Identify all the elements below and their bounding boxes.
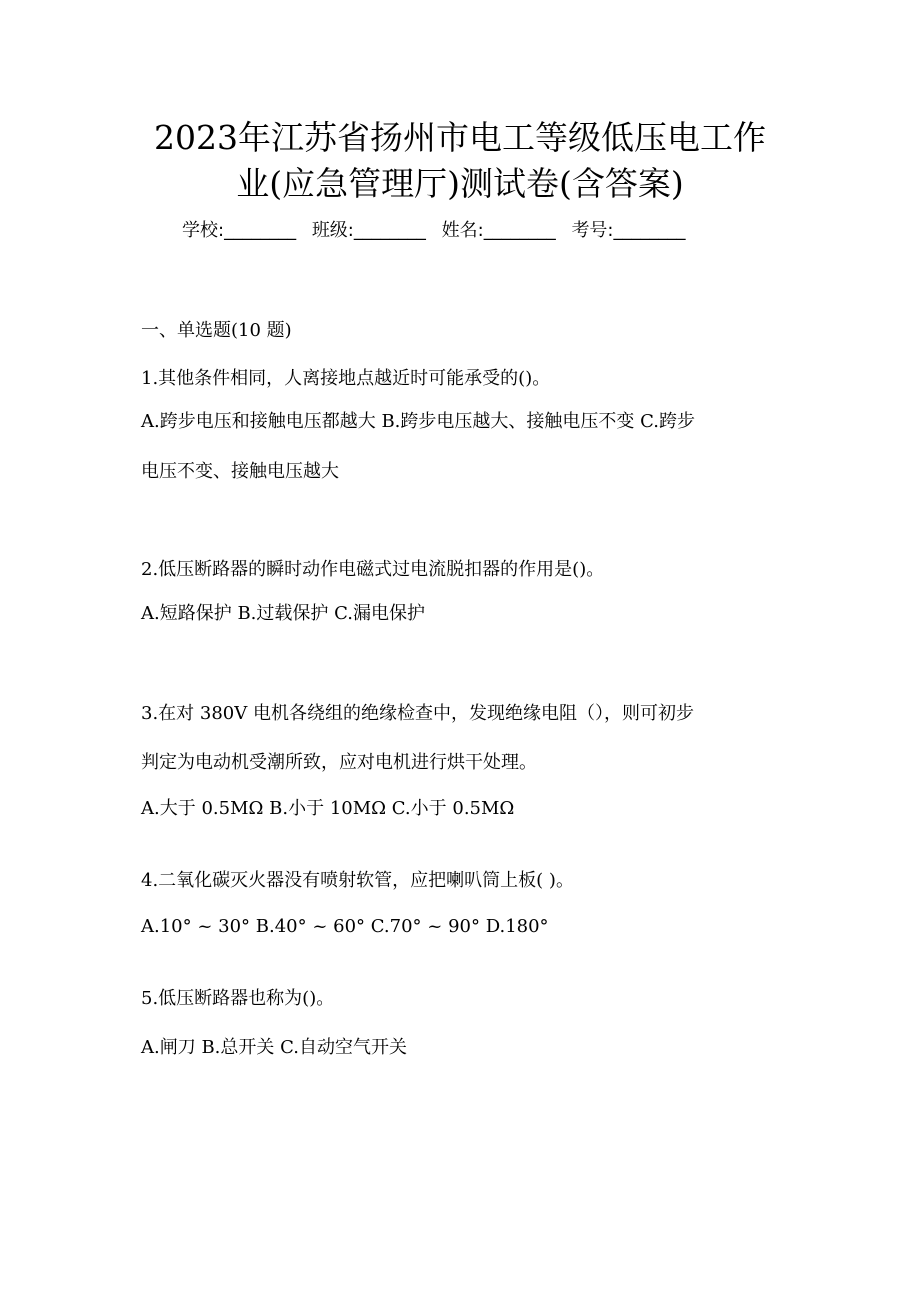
question-1-options-line-2: 电压不变、接触电压越大 <box>141 461 339 482</box>
question-5-stem: 5.低压断路器也称为()。 <box>141 988 335 1009</box>
school-field: 学校:________ <box>182 220 297 241</box>
question-1-stem: 1.其他条件相同，人离接地点越近时可能承受的()。 <box>141 368 551 389</box>
question-4-stem: 4.二氧化碳灭火器没有喷射软管，应把喇叭筒上板( )。 <box>141 870 574 891</box>
question-3-options: A.大于 0.5MΩ B.小于 10MΩ C.小于 0.5MΩ <box>141 798 515 819</box>
question-4-options: A.10° ~ 30° B.40° ~ 60° C.70° ~ 90° D.180° <box>141 916 549 937</box>
question-3-stem-line-2: 判定为电动机受潮所致，应对电机进行烘干处理。 <box>141 752 537 773</box>
question-2-options: A.短路保护 B.过载保护 C.漏电保护 <box>141 603 425 624</box>
question-1-options-line-1: A.跨步电压和接触电压都越大 B.跨步电压越大、接触电压不变 C.跨步 <box>141 411 695 432</box>
question-3-stem-line-1: 3.在对 380V 电机各绕组的绝缘检查中，发现绝缘电阻（），则可初步 <box>141 703 694 724</box>
student-info-fields <box>182 218 782 244</box>
name-field: 姓名:________ <box>441 220 556 241</box>
section-heading: 一、单选题(10 题) <box>141 320 292 341</box>
exam-number-field: 考号:________ <box>571 220 686 241</box>
page-title-line-1: 2023年江苏省扬州市电工等级低压电工作 <box>154 118 766 157</box>
class-field: 班级:________ <box>311 220 426 241</box>
question-5-options: A.闸刀 B.总开关 C.自动空气开关 <box>141 1037 407 1058</box>
question-2-stem: 2.低压断路器的瞬时动作电磁式过电流脱扣器的作用是()。 <box>141 559 605 580</box>
page-title-line-2: 业(应急管理厅)测试卷(含答案) <box>236 164 684 203</box>
